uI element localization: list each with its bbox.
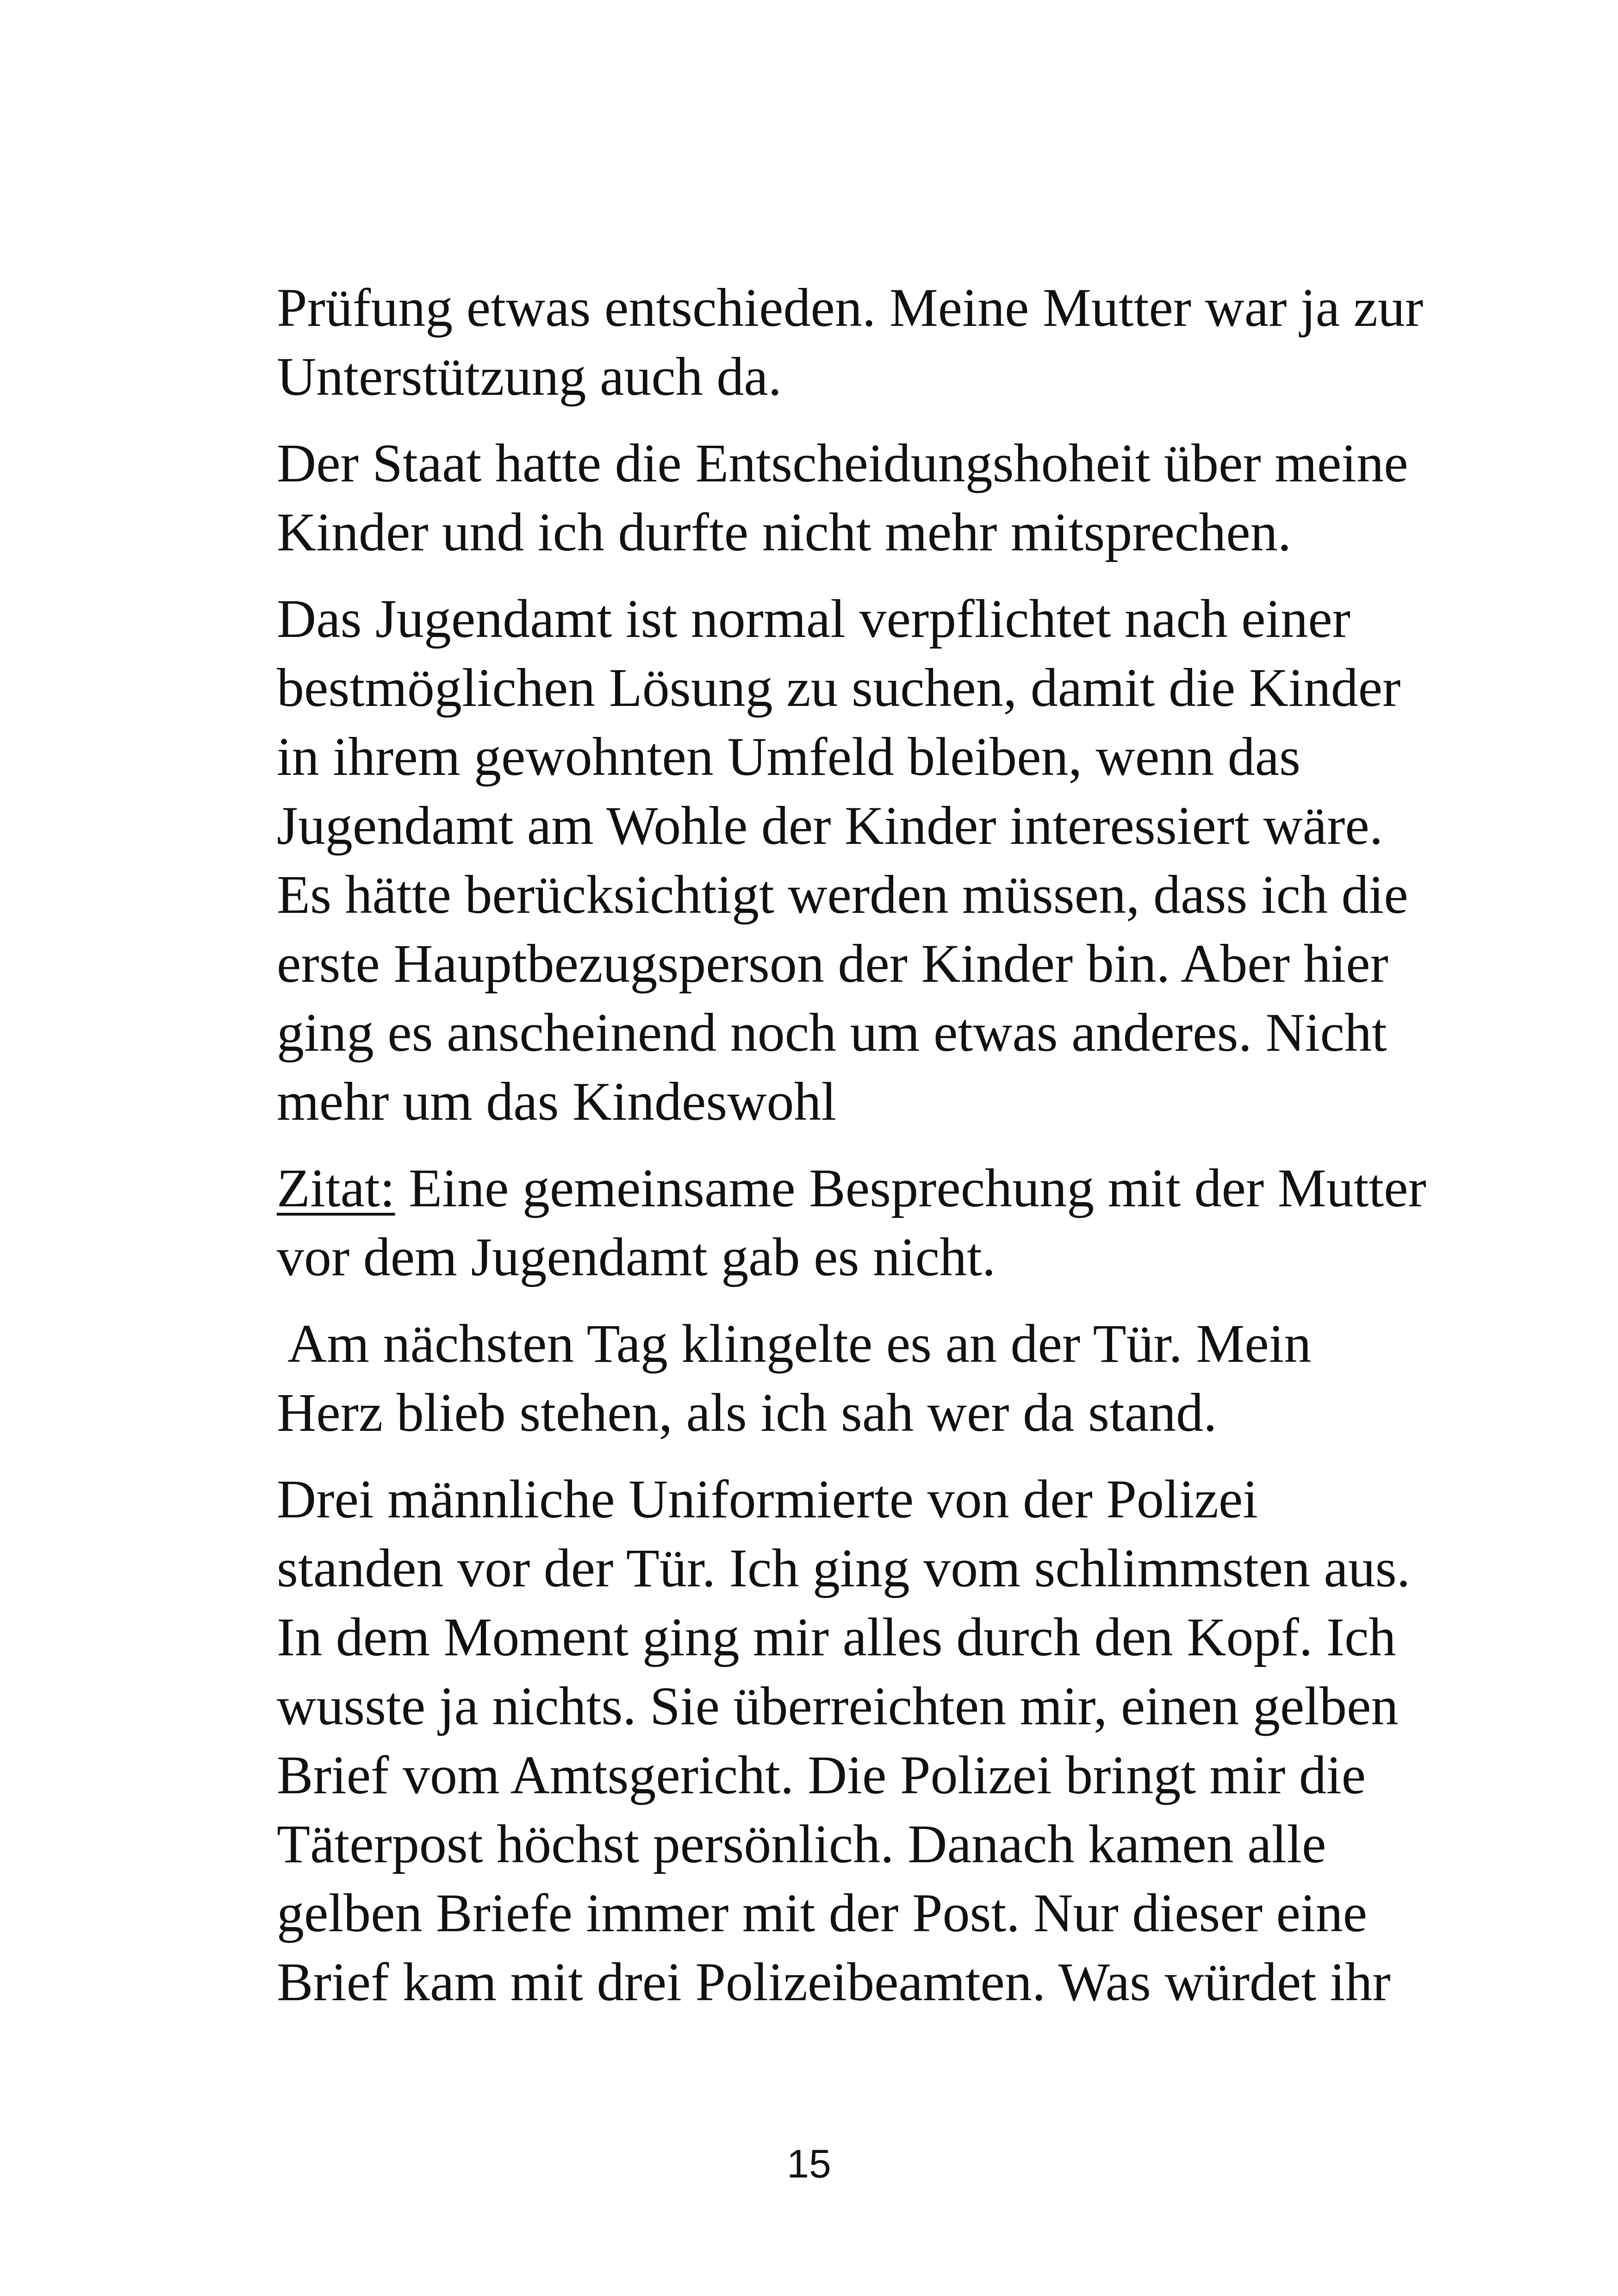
paragraph-3 <box>277 584 1408 1136</box>
text-line: Der Staat hatte die Entscheidungshoheit über meine <box>277 433 1408 493</box>
text-line: Herz blieb stehen, als ich sah wer da stand. <box>277 1382 1217 1443</box>
text-line: Brief kam mit drei Polizeibeamten. Was würdet ihr <box>277 1952 1391 2012</box>
text-line: mehr um das Kindeswohl <box>277 1071 837 1132</box>
paragraph-quote <box>277 1154 1426 1292</box>
text-line: Prüfung etwas entschieden. Meine Mutter war ja zur <box>277 277 1424 338</box>
text-line: vor dem Jugendamt gab es nicht. <box>277 1227 996 1287</box>
paragraph-2 <box>277 429 1408 567</box>
text-line: erste Hauptbezugsperson der Kinder bin. Aber hier <box>277 933 1388 994</box>
quote-label: Zitat: <box>277 1158 395 1218</box>
text-line: Brief vom Amtsgericht. Die Polizei bringt mir die <box>277 1745 1366 1805</box>
body-text <box>277 273 1426 2034</box>
page-number: 15 <box>787 2142 831 2186</box>
text-line <box>277 1154 1426 1223</box>
text-line: gelben Briefe immer mit der Post. Nur dieser eine <box>277 1883 1368 1943</box>
quote-text: Eine gemeinsame Besprechung mit der Mutter <box>395 1158 1426 1218</box>
text-line: Es hätte berücksichtigt werden müssen, dass ich die <box>277 864 1408 925</box>
text-line: Drei männliche Uniformierte von der Polizei <box>277 1469 1258 1529</box>
text-line: standen vor der Tür. Ich ging vom schlimmsten aus. <box>277 1538 1411 1598</box>
paragraph-1 <box>277 273 1424 411</box>
text-line: Unterstützung auch da. <box>277 346 782 407</box>
text-line: Das Jugendamt ist normal verpflichtet nach einer <box>277 588 1350 649</box>
text-line: Täterpost höchst persönlich. Danach kamen alle <box>277 1814 1326 1874</box>
paragraph-6 <box>277 1465 1411 2016</box>
text-line: bestmöglichen Lösung zu suchen, damit die Kinder <box>277 657 1401 718</box>
text-line: wusste ja nichts. Sie überreichten mir, einen gelben <box>277 1676 1399 1736</box>
paragraph-5 <box>277 1309 1388 1447</box>
text-line: In dem Moment ging mir alles durch den Kopf. Ich <box>277 1607 1396 1667</box>
text-line: Jugendamt am Wohle der Kinder interessiert wäre. <box>277 795 1383 856</box>
text-line: ging es anscheinend noch um etwas anderes. Nicht <box>277 1002 1387 1063</box>
text-line: Kinder und ich durfte nicht mehr mitsprechen. <box>277 502 1292 562</box>
text-line: Am nächsten Tag klingelte es an der Tür. Mein <box>277 1313 1312 1374</box>
text-line: in ihrem gewohnten Umfeld bleiben, wenn das <box>277 726 1301 787</box>
